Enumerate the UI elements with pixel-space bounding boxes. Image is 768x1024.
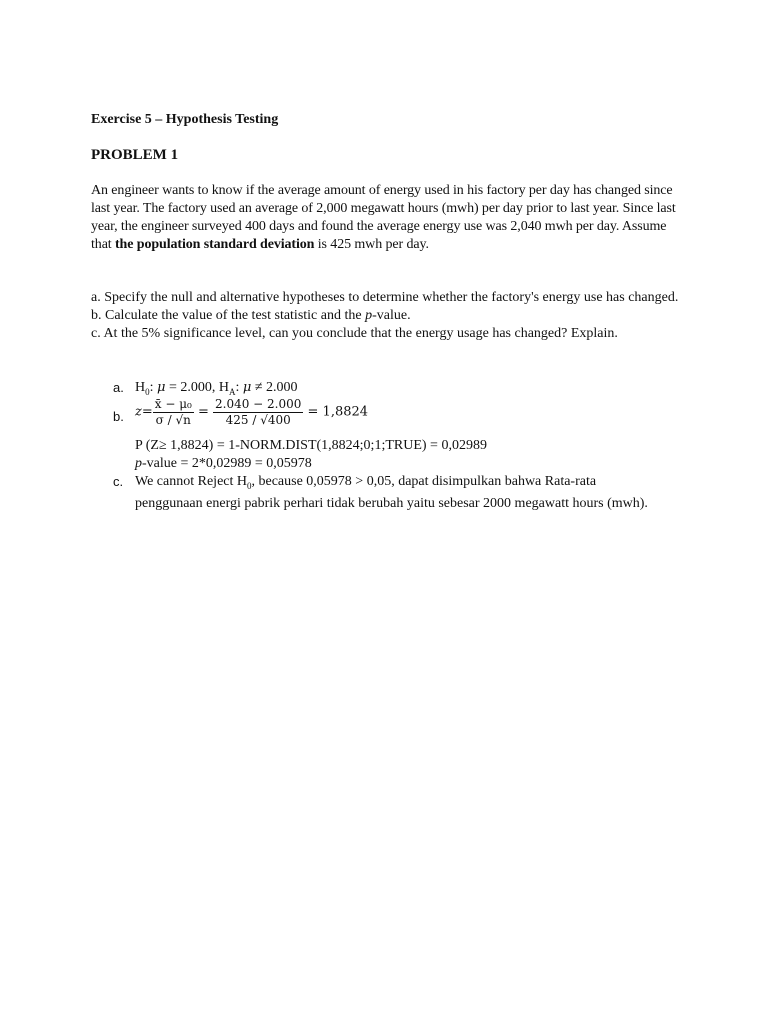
- h0-symbol: H: [135, 380, 146, 395]
- pvalue-line: [135, 455, 312, 473]
- h0-colon: :: [149, 380, 158, 395]
- mu-symbol-1: μ: [157, 380, 166, 395]
- z-values-fraction: [213, 397, 303, 428]
- answer-c: [91, 473, 651, 533]
- question-b: [91, 307, 681, 325]
- answer-b-marker: b.: [113, 409, 124, 424]
- question-b-text: b. Calculate the value of the test statistic and the: [91, 308, 366, 323]
- z-values-denominator: 425 / √400: [225, 413, 291, 427]
- answer-c-body: [135, 473, 655, 513]
- question-c: c. At the 5% significance level, can you conclude that the energy usage has changed? Explain.: [91, 326, 618, 341]
- ha-equation: ≠ 2.000: [251, 380, 298, 395]
- equals-sign-2: =: [193, 404, 213, 420]
- answer-c-marker: c.: [113, 474, 124, 489]
- question-list: [91, 289, 681, 343]
- answer-b-formula: [135, 397, 368, 428]
- pvalue-text: -value = 2*0,02989 = 0,05978: [142, 456, 312, 471]
- z-formula-fraction: [153, 397, 194, 428]
- h0-equation: = 2.000, H: [165, 380, 229, 395]
- pvalue-p: p: [135, 456, 142, 471]
- statement-bold-text: the population standard deviation: [115, 237, 315, 252]
- statement-text-1: An engineer wants to know if the average amount of energy used in his factory per day has changed since last year. The factory used an average of 2,000 megawatt hours (mwh) per day prior to last year. Since last year, the engineer surveyed 400 days and found the average energy use was 2,040 mwh per day. Assume that: [91, 183, 676, 252]
- question-b-suffix: -value.: [372, 308, 411, 323]
- answer-a-marker: a.: [113, 380, 124, 395]
- h0-subscript: 0: [145, 386, 150, 397]
- answer-c-text-2: , because 0,05978 > 0,05, dapat disimpulkan bahwa Rata-rata penggunaan energi pabrik perhari tidak berubah yaitu sebesar 2000 megawatt hours (mwh).: [135, 474, 648, 511]
- answer-b-probability: [91, 437, 651, 455]
- z-values-numerator: 2.040 − 2.000: [215, 397, 302, 411]
- answer-c-text-1: We cannot Reject H: [135, 474, 247, 489]
- mu-symbol-2: μ: [242, 380, 252, 395]
- answer-b-pvalue: [91, 455, 651, 473]
- answer-a: [91, 379, 651, 397]
- answer-b: [91, 397, 651, 437]
- ha-subscript: A: [228, 386, 236, 397]
- question-a: a. Specify the null and alternative hypotheses to determine whether the factory's energy use has changed.: [91, 290, 679, 305]
- problem-heading: PROBLEM 1: [91, 147, 179, 163]
- z-result: = 1,8824: [303, 404, 369, 420]
- question-b-p: p: [365, 308, 373, 323]
- z-symbol: z: [135, 404, 142, 420]
- z-formula-numerator: x̄ − μ₀: [154, 397, 192, 411]
- statement-text-2: is 425 mwh per day.: [314, 237, 429, 252]
- problem-statement: [91, 182, 681, 254]
- equals-sign: =: [141, 404, 153, 420]
- ha-colon: :: [235, 380, 243, 395]
- probability-line: P (Z≥ 1,8824) = 1-NORM.DIST(1,8824;0;1;TRUE) = 0,02989: [135, 438, 487, 453]
- exercise-title: Exercise 5 – Hypothesis Testing: [91, 112, 279, 127]
- answer-c-subscript: 0: [247, 480, 252, 491]
- z-formula-denominator: σ / √n: [155, 413, 191, 427]
